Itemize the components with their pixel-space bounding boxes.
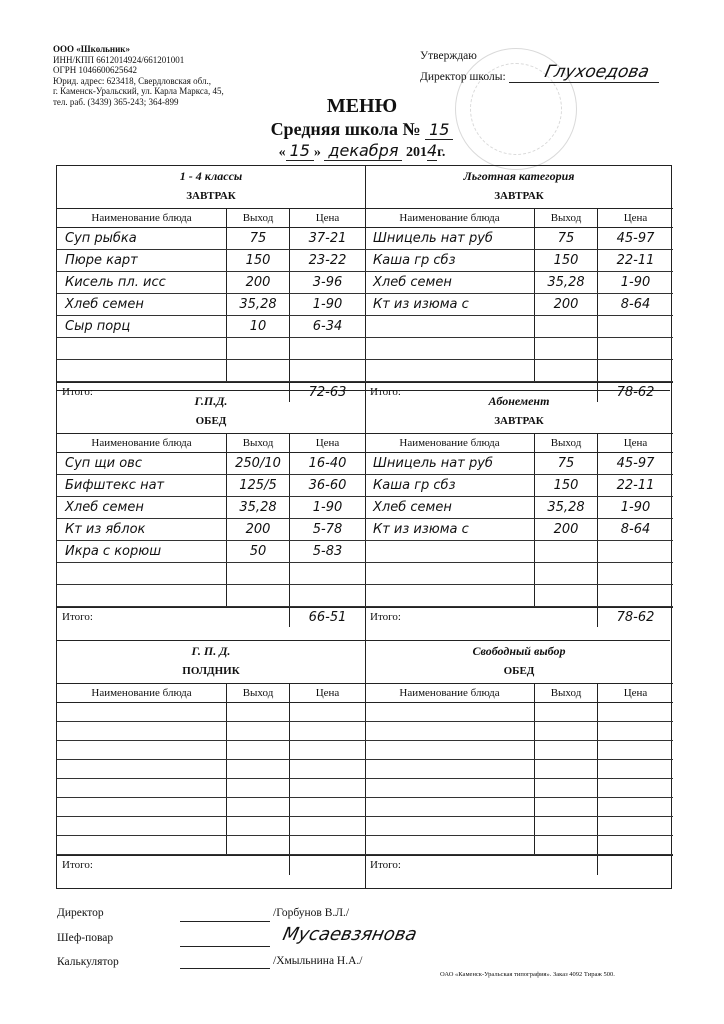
dish-price [290,563,365,584]
table-row [57,703,365,722]
total-row [57,607,365,627]
dish-output [227,798,290,816]
total-value [290,856,365,875]
dish-output [535,541,598,562]
dish-price [290,585,365,606]
table-row [365,817,673,836]
column-header-row [57,683,365,703]
column-header-row [365,683,673,703]
dish-price [598,360,673,381]
dish-name: Пюре карт [57,250,227,271]
dish-price: 6-34 [312,319,343,334]
section-meal: ОБЕД [195,415,227,427]
dish-output [535,722,598,740]
table-row [365,779,673,798]
section-header [365,166,673,208]
dish-output [535,741,598,759]
table-row [365,338,673,360]
section-heading: 1 - 4 классы [179,169,243,183]
dish-price [290,722,365,740]
org-address-1: Юрид. адрес: 623418, Свердловская обл., [53,75,211,86]
staff-director-label: Директор [57,907,104,919]
dish-price: 3-96 [312,275,343,290]
date-open-quote: « [278,145,286,160]
dish-price: 22-11 [616,478,655,493]
dish-name: Бифштекс нат [57,475,227,496]
dish-price [290,703,365,721]
dish-price: 23-22 [308,253,347,268]
table-row [57,294,365,316]
section-header [365,641,673,683]
table-row [365,228,673,250]
dish-price [598,563,673,584]
table-row [365,741,673,760]
dish-output [535,360,598,381]
table-row [57,250,365,272]
section-heading: Льготная категория [463,169,575,183]
date-month: декабря [324,141,402,161]
section-meal: ЗАВТРАК [494,415,544,427]
table-row [365,760,673,779]
dish-price: 5-83 [312,544,343,559]
section-heading: Свободный выбор [472,644,566,658]
dish-price: 1-90 [312,500,343,515]
dish-price [290,360,365,381]
column-price-header: Цена [623,687,648,699]
section-heading: Г.П.Д. [194,394,228,408]
total-row [57,855,365,875]
table-row [57,475,365,497]
dish-name [365,316,535,337]
section-header [57,391,365,433]
date-year-digit: 4 [426,141,438,160]
dish-price [290,836,365,854]
dish-name [365,360,535,381]
dish-output: 50 [227,541,290,562]
table-row [57,722,365,741]
total-value: 72-63 [308,385,347,400]
approval-label: Утверждаю [420,50,477,62]
dish-price: 8-64 [620,522,651,537]
director-signature: Глухоедова [542,62,652,82]
dish-output: 200 [227,272,290,293]
dish-output [227,703,290,721]
dish-price [598,779,673,797]
dish-name [57,585,227,606]
column-header-row [57,433,365,453]
staff-director-line [180,921,270,922]
dish-output [535,563,598,584]
table-row [57,316,365,338]
dish-output [227,741,290,759]
dish-output [227,338,290,359]
table-row [365,703,673,722]
total-row [365,607,673,627]
date-year-suffix: г. [437,145,446,160]
dish-name [365,722,535,740]
dish-price: 8-64 [620,297,651,312]
menu-date [0,141,724,161]
dish-name: Суп рыбка [57,228,227,249]
column-name-header: Наименование блюда [57,434,227,452]
dish-name [57,360,227,381]
total-label: Итого: [365,608,598,627]
dish-name [365,563,535,584]
total-row [365,855,673,875]
dish-name [57,817,227,835]
dish-price: 36-60 [308,478,347,493]
dish-name: Каша гр сбз [365,475,535,496]
printer-footer: ОАО «Каменск-Уральская типография». Заказ 4092 Тираж 500. [440,971,615,978]
dish-output [535,836,598,854]
dish-name: Икра с корюш [57,541,227,562]
table-row [57,563,365,585]
dish-name [57,722,227,740]
approval-director-label: Директор школы: [420,71,506,83]
dish-output [227,563,290,584]
dish-price [290,779,365,797]
section-gpd-lunch [57,391,365,627]
dish-price: 5-78 [312,522,343,537]
table-row [365,250,673,272]
section-meal: ПОЛДНИК [182,665,240,677]
table-row [57,836,365,855]
dish-name [365,836,535,854]
dish-price [290,338,365,359]
table-row [365,294,673,316]
dish-price [290,741,365,759]
org-name: ООО «Школьник» [53,44,130,54]
staff-chef-name: Мусаевзянова [280,924,419,945]
dish-output [227,360,290,381]
dish-output: 150 [535,475,598,496]
dish-output [535,585,598,606]
total-value [598,856,673,875]
column-output-header: Выход [227,684,290,702]
table-row [365,519,673,541]
column-header-row [365,208,673,228]
table-row [57,760,365,779]
dish-output: 75 [535,228,598,249]
table-row [57,585,365,607]
table-row [365,497,673,519]
dish-name: Кт из изюма с [365,294,535,315]
dish-output: 200 [535,519,598,540]
dish-output: 75 [535,453,598,474]
dish-output: 150 [227,250,290,271]
section-free-choice [365,641,673,875]
section-benefit [365,166,673,402]
table-row [365,453,673,475]
section-header [365,391,673,433]
column-name-header: Наименование блюда [57,684,227,702]
dish-name: Хлеб семен [365,272,535,293]
total-label: Итого: [365,383,598,402]
dish-output: 35,28 [227,497,290,518]
total-label: Итого: [57,856,290,875]
table-row [57,519,365,541]
column-output-header: Выход [227,209,290,227]
table-row [365,541,673,563]
table-row [57,798,365,817]
dish-name [57,798,227,816]
dish-name: Шницель нат руб [365,453,535,474]
staff-calc-name: /Хмыльнина Н.А./ [273,955,363,967]
dish-name [57,836,227,854]
dish-output [227,817,290,835]
dish-output [227,722,290,740]
date-day: 15 [286,141,314,161]
column-name-header: Наименование блюда [365,209,535,227]
table-row [365,585,673,607]
column-name-header: Наименование блюда [365,434,535,452]
section-heading: Г. П. Д. [191,644,231,658]
column-price-header: Цена [623,437,648,449]
school-number: 15 [425,120,453,140]
dish-output: 250/10 [227,453,290,474]
dish-output [535,703,598,721]
dish-price [598,703,673,721]
section-heading: Абонемент [488,394,550,408]
total-value: 66-51 [308,610,347,625]
column-output-header: Выход [227,434,290,452]
dish-price: 22-11 [616,253,655,268]
dish-output [227,836,290,854]
org-inn: ИНН/КПП 6612014924/661201001 [53,54,185,65]
dish-price: 37-21 [308,231,347,246]
column-name-header: Наименование блюда [57,209,227,227]
dish-output [535,817,598,835]
dish-price [598,541,673,562]
table-row [57,497,365,519]
column-output-header: Выход [535,209,598,227]
staff-calc-label: Калькулятор [57,956,119,968]
dish-name [365,817,535,835]
dish-price: 1-90 [620,275,651,290]
table-row [365,563,673,585]
school-prefix: Средняя школа № [270,119,421,139]
dish-name [365,541,535,562]
dish-output [227,760,290,778]
school-title [0,119,724,140]
dish-name [365,703,535,721]
column-output-header: Выход [535,684,598,702]
table-row [365,836,673,855]
section-subscription [365,391,673,627]
total-value: 78-62 [616,385,655,400]
column-name-header: Наименование блюда [365,684,535,702]
section-header [57,641,365,683]
section-gpd-snack [57,641,365,875]
column-price-header: Цена [315,212,340,224]
dish-name: Хлеб семен [365,497,535,518]
dish-name: Кт из изюма с [365,519,535,540]
dish-output: 35,28 [535,272,598,293]
dish-price [598,836,673,854]
total-label: Итого: [57,608,290,627]
section-header [57,166,365,208]
column-price-header: Цена [623,212,648,224]
column-price-header: Цена [315,687,340,699]
table-row [365,798,673,817]
dish-price: 45-97 [616,456,655,471]
column-header-row [365,433,673,453]
table-row [57,272,365,294]
dish-name: Кт из яблок [57,519,227,540]
page-title: МЕНЮ [326,95,398,117]
dish-output: 10 [227,316,290,337]
org-phone: тел. раб. (3439) 365-243; 364-899 [53,96,179,107]
staff-director-name: /Горбунов В.Л./ [273,907,350,919]
dish-name [365,760,535,778]
dish-price [598,798,673,816]
dish-price [598,316,673,337]
menu-grid [56,165,672,889]
dish-name: Каша гр сбз [365,250,535,271]
dish-price: 1-90 [620,500,651,515]
dish-price [598,760,673,778]
dish-price [598,741,673,759]
dish-price: 16-40 [308,456,347,471]
dish-price [598,585,673,606]
table-row [57,360,365,382]
dish-name [57,338,227,359]
table-row [57,338,365,360]
dish-price [598,338,673,359]
section-meal: ОБЕД [503,665,535,677]
staff-chef-line [180,946,270,947]
dish-name [57,779,227,797]
dish-output: 200 [227,519,290,540]
column-price-header: Цена [315,437,340,449]
dish-output: 150 [535,250,598,271]
dish-output [535,338,598,359]
table-row [57,741,365,760]
dish-output [535,316,598,337]
dish-price [598,817,673,835]
dish-price [290,817,365,835]
dish-price: 1-90 [312,297,343,312]
dish-name [57,760,227,778]
total-label: Итого: [57,383,290,402]
dish-price [598,722,673,740]
date-close-quote: » [313,145,321,160]
dish-price [290,798,365,816]
table-row [57,817,365,836]
table-row [365,272,673,294]
dish-output: 125/5 [227,475,290,496]
dish-output [535,760,598,778]
dish-name [365,585,535,606]
dish-name: Кисель пл. исс [57,272,227,293]
dish-name: Шницель нат руб [365,228,535,249]
date-year-prefix: 201 [405,145,427,160]
table-row [365,475,673,497]
dish-output: 75 [227,228,290,249]
section-grade-1-4 [57,166,365,402]
column-header-row [57,208,365,228]
table-row [57,541,365,563]
dish-name: Хлеб семен [57,294,227,315]
section-meal: ЗАВТРАК [494,190,544,202]
org-ogrn: ОГРН 1046600625642 [53,65,137,75]
dish-output: 35,28 [535,497,598,518]
table-row [365,722,673,741]
table-row [57,779,365,798]
org-address-2: г. Каменск-Уральский, ул. Карла Маркса, 45, [53,86,224,96]
dish-name [365,779,535,797]
dish-name: Суп щи овс [57,453,227,474]
dish-output [227,779,290,797]
staff-calc-line [180,968,270,969]
table-row [365,316,673,338]
dish-name [57,563,227,584]
staff-chef-label: Шеф-повар [57,932,114,944]
dish-output [535,798,598,816]
total-value: 78-62 [616,610,655,625]
table-row [57,453,365,475]
dish-name: Сыр порц [57,316,227,337]
dish-output [227,585,290,606]
dish-output [535,779,598,797]
table-row [365,360,673,382]
dish-name [365,798,535,816]
dish-name [57,703,227,721]
dish-name: Хлеб семен [57,497,227,518]
dish-price: 45-97 [616,231,655,246]
section-meal: ЗАВТРАК [186,190,236,202]
dish-name [57,741,227,759]
column-output-header: Выход [535,434,598,452]
table-row [57,228,365,250]
dish-name [365,741,535,759]
total-label: Итого: [365,856,598,875]
dish-name [365,338,535,359]
dish-price [290,760,365,778]
dish-output: 35,28 [227,294,290,315]
dish-output: 200 [535,294,598,315]
